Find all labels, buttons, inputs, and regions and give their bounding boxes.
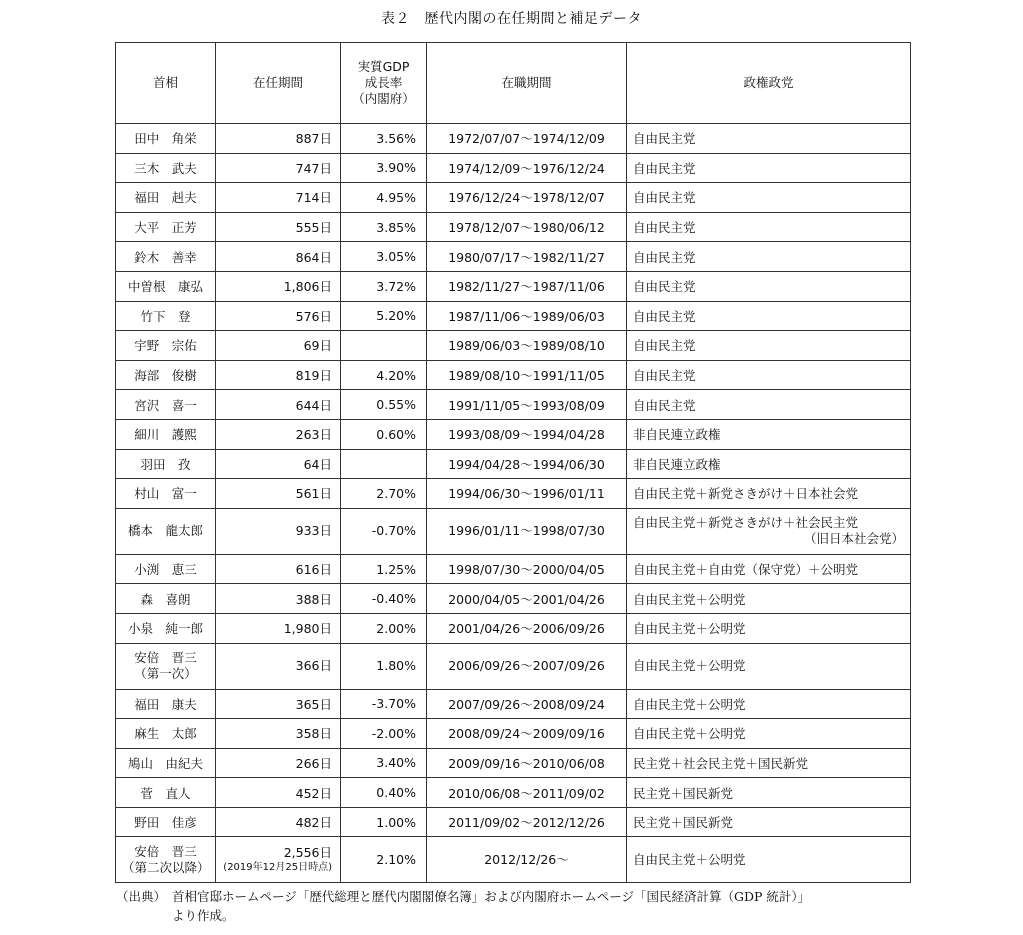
term-dates-cell: 2006/09/26～2007/09/26 <box>427 643 627 689</box>
pm-name-cell <box>116 419 216 449</box>
ruling-party-cell <box>627 419 911 449</box>
pm-name: 安倍 晋三 <box>134 650 197 665</box>
term-dates-cell: 1974/12/09～1976/12/24 <box>427 153 627 183</box>
table-row <box>116 360 911 390</box>
term-dates-cell: 2011/09/02～2012/12/26 <box>427 807 627 837</box>
term-length: 365日 <box>295 696 332 712</box>
term-length: 644日 <box>295 397 332 413</box>
table-row <box>116 183 911 213</box>
ruling-party: 民主党＋社会民主党＋国民新党 <box>633 755 809 771</box>
ruling-party-cell <box>627 807 911 837</box>
term-dates-cell: 1980/07/17～1982/11/27 <box>427 242 627 272</box>
pm-name-cell <box>116 271 216 301</box>
pm-name: 海部 俊樹 <box>134 368 197 384</box>
term-length: 1,980日 <box>283 621 332 637</box>
term-length: 366日 <box>295 658 332 673</box>
table-row <box>116 390 911 420</box>
term-length-note: (2019年12月25日時点) <box>223 862 332 874</box>
term-length-cell <box>216 331 341 361</box>
term-dates-cell: 1993/08/09～1994/04/28 <box>427 419 627 449</box>
ruling-party: 自由民主党＋新党さきがけ＋社会民主党 <box>633 515 859 531</box>
table-row <box>116 584 911 614</box>
gdp-growth-cell: 2.10% <box>341 837 427 883</box>
ruling-party: 自由民主党＋公明党 <box>633 726 746 742</box>
term-dates-cell: 1994/06/30～1996/01/11 <box>427 479 627 509</box>
term-length-cell <box>216 301 341 331</box>
term-dates-cell: 1978/12/07～1980/06/12 <box>427 212 627 242</box>
ruling-party-cell <box>627 390 911 420</box>
pm-name: 宇野 宗佑 <box>134 338 197 354</box>
source-label: （出典） <box>116 889 167 904</box>
gdp-growth-cell: 3.72% <box>341 271 427 301</box>
ruling-party: 自由民主党＋公明党 <box>633 621 746 637</box>
term-length: 1,806日 <box>283 279 332 295</box>
ruling-party: 非自民連立政権 <box>633 456 721 472</box>
pm-name: 橋本 龍太郎 <box>127 523 203 539</box>
ruling-party-cell <box>627 837 911 883</box>
ruling-party: 自由民主党＋新党さきがけ＋日本社会党 <box>633 486 859 502</box>
term-length: 714日 <box>295 190 332 206</box>
ruling-party: 自由民主党 <box>633 249 696 265</box>
pm-name-cell <box>116 778 216 808</box>
term-length-cell <box>216 613 341 643</box>
ruling-party-cell <box>627 748 911 778</box>
gdp-growth-cell: 0.60% <box>341 419 427 449</box>
term-length-cell <box>216 748 341 778</box>
source-note <box>116 887 916 925</box>
pm-name: 鳩山 由紀夫 <box>127 755 203 771</box>
term-length-cell <box>216 390 341 420</box>
ruling-party: 自由民主党 <box>633 160 696 176</box>
pm-name-cell <box>116 613 216 643</box>
ruling-party-cell <box>627 613 911 643</box>
header-days: 在任期間 <box>216 43 341 124</box>
ruling-party: 自由民主党 <box>633 397 696 413</box>
table-row <box>116 778 911 808</box>
table-row <box>116 508 911 554</box>
term-length: 263日 <box>295 427 332 443</box>
gdp-growth-cell: 5.20% <box>341 301 427 331</box>
gdp-growth-cell: 4.95% <box>341 183 427 213</box>
gdp-growth-cell: 3.85% <box>341 212 427 242</box>
pm-name-cell <box>116 748 216 778</box>
term-dates-cell: 1982/11/27～1987/11/06 <box>427 271 627 301</box>
pm-name-cell <box>116 183 216 213</box>
ruling-party-cell <box>627 689 911 719</box>
ruling-party: 自由民主党 <box>633 279 696 295</box>
pm-name-cell <box>116 242 216 272</box>
ruling-party-cell <box>627 449 911 479</box>
pm-name: 福田 赳夫 <box>134 190 197 206</box>
ruling-party: 非自民連立政権 <box>633 427 721 443</box>
term-length-cell <box>216 837 341 883</box>
term-length: 819日 <box>295 368 332 384</box>
ruling-party: 自由民主党 <box>633 131 696 147</box>
term-dates-cell: 1972/07/07～1974/12/09 <box>427 124 627 154</box>
pm-name-cell <box>116 479 216 509</box>
term-dates-cell: 1989/08/10～1991/11/05 <box>427 360 627 390</box>
ruling-party: 自由民主党 <box>633 368 696 384</box>
ruling-party-cell <box>627 183 911 213</box>
term-length-cell <box>216 153 341 183</box>
table-row <box>116 689 911 719</box>
term-length: 747日 <box>295 160 332 176</box>
table-row <box>116 837 911 883</box>
ruling-party: 自由民主党＋公明党 <box>633 658 746 673</box>
ruling-party-cell <box>627 331 911 361</box>
term-length: 64日 <box>303 456 332 472</box>
source-line-1: 首相官邸ホームページ「歴代総理と歴代内閣閣僚名簿」および内閣府ホームページ「国民経済計算（GDP 統計）」 <box>172 889 811 904</box>
gdp-growth-cell: 0.40% <box>341 778 427 808</box>
pm-name-cell <box>116 212 216 242</box>
table-row <box>116 212 911 242</box>
table-row <box>116 242 911 272</box>
gdp-growth-cell: 3.05% <box>341 242 427 272</box>
pm-name-note: （第一次） <box>134 666 197 681</box>
pm-name: 三木 武夫 <box>134 160 197 176</box>
term-length-cell <box>216 183 341 213</box>
header-name: 首相 <box>116 43 216 124</box>
term-dates-cell: 2012/12/26～ <box>427 837 627 883</box>
table-row <box>116 479 911 509</box>
ruling-party-cell <box>627 479 911 509</box>
ruling-party-cell <box>627 301 911 331</box>
pm-name-cell <box>116 449 216 479</box>
term-length: 864日 <box>295 249 332 265</box>
ruling-party-cell <box>627 719 911 749</box>
term-dates-cell: 1989/06/03～1989/08/10 <box>427 331 627 361</box>
ruling-party: 自由民主党＋公明党 <box>633 696 746 712</box>
term-length-cell <box>216 508 341 554</box>
pm-name: 野田 佳彦 <box>134 815 197 831</box>
pm-name-cell <box>116 508 216 554</box>
pm-name: 細川 護熙 <box>134 427 197 443</box>
ruling-party-cell <box>627 778 911 808</box>
pm-name: 中曽根 康弘 <box>127 279 203 295</box>
term-length: 266日 <box>295 755 332 771</box>
ruling-party-cell <box>627 153 911 183</box>
ruling-party: 自由民主党＋自由党（保守党）＋公明党 <box>633 562 859 578</box>
term-length: 576日 <box>295 308 332 324</box>
pm-name-cell <box>116 360 216 390</box>
ruling-party: 自由民主党 <box>633 308 696 324</box>
table-row <box>116 554 911 584</box>
gdp-growth-cell: 1.00% <box>341 807 427 837</box>
term-length-cell <box>216 554 341 584</box>
pm-name-cell <box>116 719 216 749</box>
header-gdp-line-2: 成長率 <box>364 75 403 90</box>
table-body <box>116 124 911 883</box>
header-term: 在職期間 <box>427 43 627 124</box>
gdp-growth-cell <box>341 331 427 361</box>
term-length: 358日 <box>295 726 332 742</box>
pm-name: 森 喜朗 <box>140 591 191 607</box>
ruling-party: 自由民主党 <box>633 338 696 354</box>
term-length: 887日 <box>295 131 332 147</box>
pm-name: 安倍 晋三 <box>134 843 197 859</box>
term-length-cell <box>216 449 341 479</box>
term-length: 482日 <box>295 815 332 831</box>
term-dates-cell: 2000/04/05～2001/04/26 <box>427 584 627 614</box>
pm-name-note: （第二次以降） <box>122 859 210 875</box>
term-length: 561日 <box>295 486 332 502</box>
ruling-party: 民主党＋国民新党 <box>633 815 734 831</box>
source-line-2: より作成。 <box>172 908 235 923</box>
header-party: 政権政党 <box>627 43 911 124</box>
term-length-cell <box>216 643 341 689</box>
table-row <box>116 271 911 301</box>
pm-name: 大平 正芳 <box>134 220 197 236</box>
ruling-party-cell <box>627 508 911 554</box>
pm-name-cell <box>116 643 216 689</box>
table-row <box>116 331 911 361</box>
ruling-party-cell <box>627 360 911 390</box>
gdp-growth-cell: 4.20% <box>341 360 427 390</box>
pm-name: 小渕 恵三 <box>134 562 197 578</box>
pm-name: 羽田 孜 <box>140 456 191 472</box>
pm-name-cell <box>116 554 216 584</box>
term-dates-cell: 1991/11/05～1993/08/09 <box>427 390 627 420</box>
term-length: 452日 <box>295 785 332 801</box>
term-length-cell <box>216 689 341 719</box>
term-dates-cell: 1994/04/28～1994/06/30 <box>427 449 627 479</box>
table-row <box>116 449 911 479</box>
pm-name-cell <box>116 807 216 837</box>
pm-name: 鈴木 善幸 <box>134 249 197 265</box>
ruling-party-note: （旧日本社会党） <box>803 531 904 547</box>
pm-name: 小泉 純一郎 <box>127 621 203 637</box>
cabinet-table <box>115 42 911 883</box>
pm-name-cell <box>116 331 216 361</box>
table-row <box>116 613 911 643</box>
gdp-growth-cell: 2.00% <box>341 613 427 643</box>
ruling-party: 民主党＋国民新党 <box>633 785 734 801</box>
term-length-cell <box>216 419 341 449</box>
gdp-growth-cell: 3.90% <box>341 153 427 183</box>
ruling-party: 自由民主党 <box>633 220 696 236</box>
term-length: 69日 <box>303 338 332 354</box>
gdp-growth-cell: -2.00% <box>341 719 427 749</box>
gdp-growth-cell: 1.80% <box>341 643 427 689</box>
term-length: 2,556日 <box>283 845 332 861</box>
term-length-cell <box>216 271 341 301</box>
term-length: 555日 <box>295 220 332 236</box>
term-length: 388日 <box>295 591 332 607</box>
pm-name-cell <box>116 390 216 420</box>
ruling-party: 自由民主党 <box>633 190 696 206</box>
term-length-cell <box>216 719 341 749</box>
term-dates-cell: 2007/09/26～2008/09/24 <box>427 689 627 719</box>
gdp-growth-cell: -3.70% <box>341 689 427 719</box>
term-length-cell <box>216 242 341 272</box>
ruling-party: 自由民主党＋公明党 <box>633 591 746 607</box>
header-gdp <box>341 43 427 124</box>
ruling-party-cell <box>627 242 911 272</box>
term-length-cell <box>216 360 341 390</box>
gdp-growth-cell: 3.56% <box>341 124 427 154</box>
table-row <box>116 124 911 154</box>
term-length-cell <box>216 212 341 242</box>
gdp-growth-cell <box>341 449 427 479</box>
term-dates-cell: 1976/12/24～1978/12/07 <box>427 183 627 213</box>
table-row <box>116 153 911 183</box>
term-dates-cell: 1998/07/30～2000/04/05 <box>427 554 627 584</box>
ruling-party: 自由民主党＋公明党 <box>633 851 746 867</box>
pm-name: 村山 富一 <box>134 486 197 502</box>
table-row <box>116 301 911 331</box>
term-dates-cell: 2009/09/16～2010/06/08 <box>427 748 627 778</box>
term-length-cell <box>216 479 341 509</box>
pm-name: 田中 角栄 <box>134 131 197 147</box>
table-title: 表２ 歴代内閣の在任期間と補足データ <box>381 11 642 27</box>
ruling-party-cell <box>627 271 911 301</box>
term-dates-cell: 1996/01/11～1998/07/30 <box>427 508 627 554</box>
pm-name-cell <box>116 837 216 883</box>
pm-name: 宮沢 喜一 <box>134 397 197 413</box>
pm-name-cell <box>116 689 216 719</box>
term-length-cell <box>216 778 341 808</box>
ruling-party-cell <box>627 124 911 154</box>
term-dates-cell: 2008/09/24～2009/09/16 <box>427 719 627 749</box>
table-row <box>116 748 911 778</box>
gdp-growth-cell: 0.55% <box>341 390 427 420</box>
pm-name-cell <box>116 124 216 154</box>
header-row <box>116 43 911 124</box>
term-dates-cell: 2010/06/08～2011/09/02 <box>427 778 627 808</box>
ruling-party-cell <box>627 212 911 242</box>
header-gdp-line-3: （内閣府） <box>352 91 415 106</box>
table-row <box>116 719 911 749</box>
pm-name-cell <box>116 584 216 614</box>
term-length-cell <box>216 124 341 154</box>
gdp-growth-cell: -0.40% <box>341 584 427 614</box>
term-length-cell <box>216 584 341 614</box>
pm-name: 菅 直人 <box>140 785 191 801</box>
pm-name-cell <box>116 153 216 183</box>
term-dates-cell: 1987/11/06～1989/06/03 <box>427 301 627 331</box>
pm-name: 福田 康夫 <box>134 696 197 712</box>
pm-name: 麻生 太郎 <box>134 726 197 742</box>
table-row <box>116 419 911 449</box>
header-gdp-line-1: 実質GDP <box>357 59 410 74</box>
term-dates-cell: 2001/04/26～2006/09/26 <box>427 613 627 643</box>
gdp-growth-cell: -0.70% <box>341 508 427 554</box>
table-row <box>116 643 911 689</box>
pm-name: 竹下 登 <box>140 308 191 324</box>
term-length: 616日 <box>295 562 332 578</box>
pm-name-cell <box>116 301 216 331</box>
ruling-party-cell <box>627 584 911 614</box>
gdp-growth-cell: 3.40% <box>341 748 427 778</box>
gdp-growth-cell: 1.25% <box>341 554 427 584</box>
table-row <box>116 807 911 837</box>
gdp-growth-cell: 2.70% <box>341 479 427 509</box>
ruling-party-cell <box>627 643 911 689</box>
term-length: 933日 <box>295 523 332 539</box>
term-length-cell <box>216 807 341 837</box>
ruling-party-cell <box>627 554 911 584</box>
